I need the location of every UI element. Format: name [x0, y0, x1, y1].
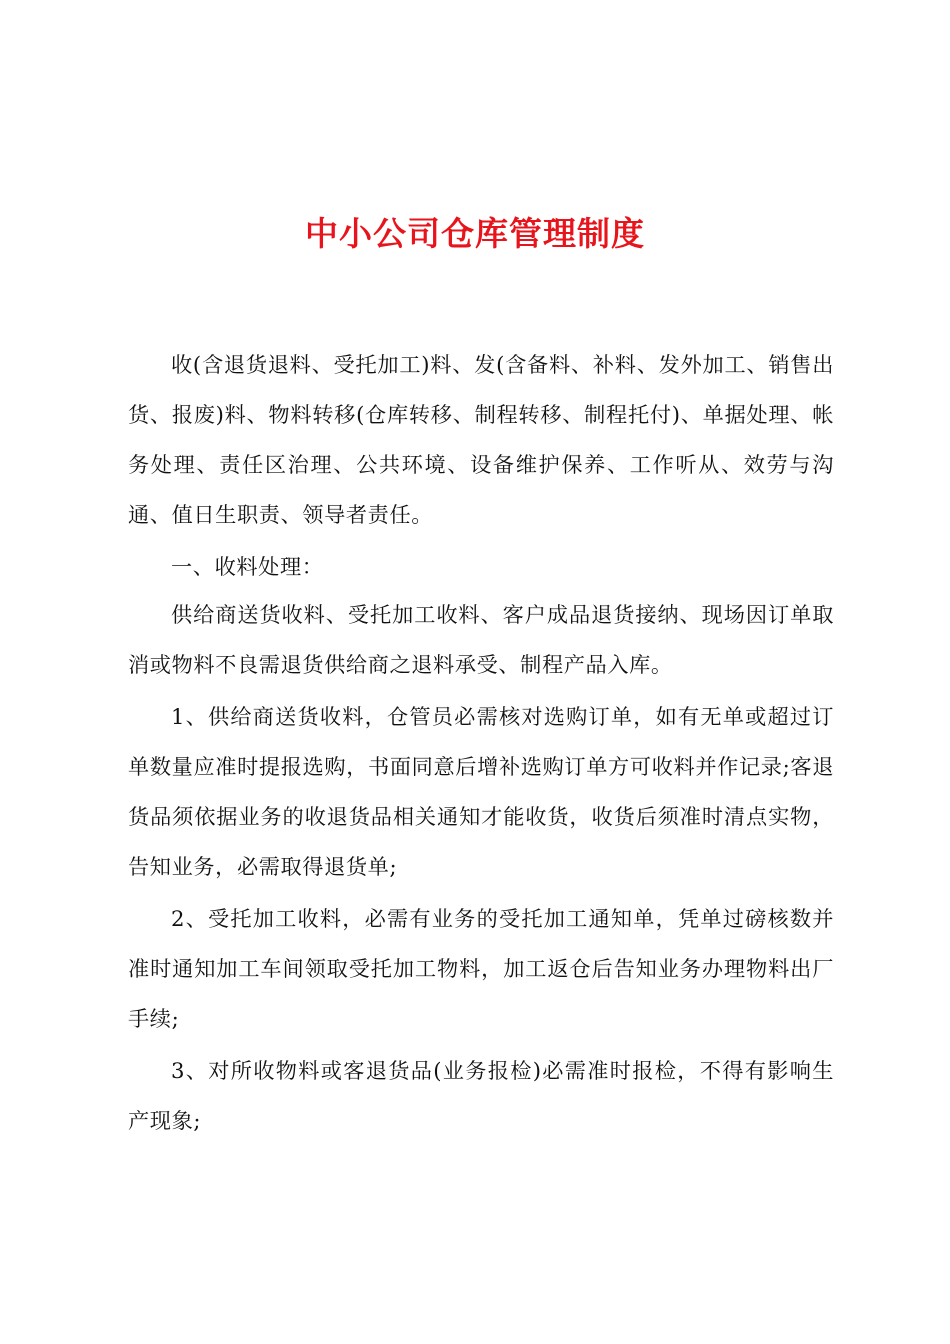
paragraph-item-2: 2、受托加工收料，必需有业务的受托加工通知单，凭单过磅核数并准时通知加工车间领取受托加工物料，加工返仓后告知业务办理物料出厂手续;: [128, 906, 834, 1031]
document-title: 中小公司仓库管理制度: [305, 214, 645, 253]
paragraph-item-3: 3、对所收物料或客退货品(业务报检)必需准时报检，不得有影响生产现象;: [128, 1058, 834, 1133]
paragraph-item-1: 1、供给商送货收料，仓管员必需核对选购订单，如有无单或超过订单数量应准时提报选购，书面同意后增补选购订单方可收料并作记录;客退货品须依据业务的收退货品相关通知才能收货，收货后须准时清点实物，告知业务，必需取得退货单;: [128, 704, 834, 879]
paragraph-intro: 收(含退货退料、受托加工)料、发(含备料、补料、发外加工、销售出货、报废)料、物料转移(仓库转移、制程转移、制程托付)、单据处理、帐务处理、责任区治理、公共环境、设备维护保养、工作听从、效劳与沟通、值日生职责、领导者责任。: [128, 352, 834, 527]
section-heading-receiving: 一、收料处理：: [171, 554, 324, 579]
document-body: [128, 340, 834, 1146]
paragraph-receiving-scope: 供给商送货收料、受托加工收料、客户成品退货接纳、现场因订单取消或物料不良需退货供给商之退料承受、制程产品入库。: [128, 602, 834, 677]
